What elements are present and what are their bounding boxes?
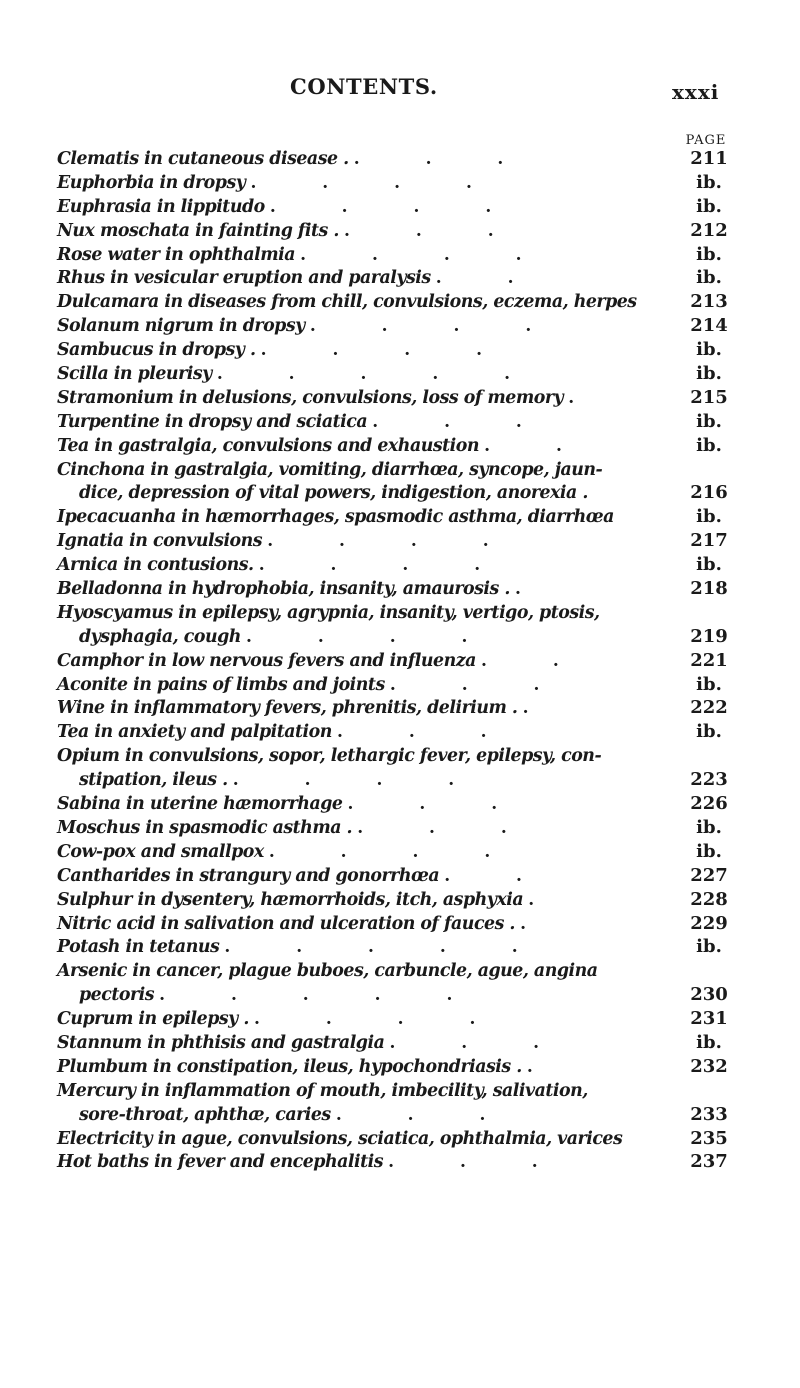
contents-entry [57,601,747,649]
entry-page-number: ib. [696,1031,722,1053]
entry-line [57,983,747,1007]
entry-page-number: ib. [696,410,722,432]
contents-entry [57,147,747,171]
dot-leader: . . . . . [159,985,483,1006]
dot-leader: . . . . [250,172,502,193]
entry-topic: Ignatia in convulsions [57,531,263,552]
dot-leader: . [522,698,559,719]
entry-topic: Sulphur in dysentery, hæmorrhoids, itch, asphyxia [57,889,524,910]
entry-page-number: ib. [696,363,722,385]
dot-leader: . . . [335,1104,516,1125]
contents-entry [57,888,747,912]
contents-entry [57,1079,747,1127]
dot-leader: . . . [389,674,570,695]
entry-page-number: ib. [696,434,722,456]
contents-entry [57,744,747,792]
entry-line [57,1079,747,1103]
entry-page-number: 233 [690,1103,728,1125]
contents-entry [57,673,747,697]
dot-leader: . . . . [246,626,498,647]
contents-entry [57,434,747,458]
entry-page-number: 232 [690,1055,728,1077]
contents-entry [57,410,747,434]
entry-page-number: 215 [690,386,728,408]
dot-leader: . . [484,435,592,456]
entry-topic: Opium in convulsions, sopor, lethargic fever, epilepsy, con- [57,746,602,767]
entry-line [57,266,747,290]
entry-line [57,1150,747,1174]
entry-line [57,959,747,983]
contents-entry [57,243,747,267]
dot-leader: . . . [372,411,552,432]
dot-leader: . . . [357,817,537,838]
contents-entry [57,266,747,290]
entry-page-number: ib. [696,243,722,265]
entry-line [57,171,747,195]
entry-line [57,649,747,673]
entry-page-number: ib. [696,816,722,838]
running-head [0,52,800,104]
contents-entry [57,195,747,219]
entry-topic: Aconite in pains of limbs and joints [57,674,385,695]
entry-topic: Plumbum in constipation, ileus, hypochondriasis . [57,1056,522,1077]
entry-topic: Sambucus in dropsy . [57,340,256,361]
entry-topic: Nitric acid in salivation and ulceration of fauces . [57,913,515,934]
dot-leader: . . . . . [224,937,548,958]
entry-topic: Dulcamara in diseases from chill, convulsions, eczema, herpes [57,292,637,313]
contents-entry [57,720,747,744]
entry-line [57,673,747,697]
dot-leader: . . [481,650,589,671]
contents-entry [57,959,747,1007]
contents-entry [57,935,747,959]
entry-line [57,1127,747,1151]
entry-topic: Arnica in contusions. [57,555,254,576]
contents-entry [57,362,747,386]
contents-entry [57,1007,747,1031]
contents-entry [57,338,747,362]
contents-entry [57,553,747,577]
entry-topic: sore-throat, aphthæ, caries [79,1104,331,1125]
entry-topic: dice, depression of vital powers, indigestion, anorexia . [79,483,588,504]
entry-topic: Cuprum in epilepsy . [57,1009,249,1030]
entry-line [57,1103,747,1127]
dot-leader: . [526,1056,563,1077]
contents-entry [57,1127,747,1151]
entry-line [57,577,747,601]
entry-page-number: 223 [690,769,728,791]
dot-leader: . [568,387,605,408]
dot-leader: . . . . [300,244,552,265]
entry-topic: Clematis in cutaneous disease . [57,149,349,169]
dot-leader: . . . . [268,841,521,862]
contents-entry [57,505,747,529]
dot-leader: . . . . [260,340,513,361]
dot-leader: . . [435,268,544,289]
contents-entry [57,696,747,720]
entry-page-number: 228 [690,888,728,910]
entry-line [57,386,747,410]
entry-topic: pectoris [79,985,155,1006]
entry-topic: Solanum nigrum in dropsy [57,316,305,337]
contents-entry [57,840,747,864]
entry-line [57,696,747,720]
dot-leader: . . . . [269,196,522,217]
entry-line [57,601,747,625]
dot-leader: . . . [353,149,534,169]
entry-page-number: 237 [690,1151,728,1173]
dot-leader: . . [444,865,552,886]
entry-page-number: 217 [690,530,728,552]
entry-topic: Tea in gastralgia, convulsions and exhaustion [57,435,480,456]
entry-page-number: 227 [690,864,728,886]
entry-line [57,243,747,267]
entry-line [57,481,747,505]
entry-topic: Cow-pox and smallpox [57,841,264,862]
entry-line [57,195,747,219]
entry-line [57,792,747,816]
entry-page-number: 229 [690,912,728,934]
contents-entry [57,219,747,243]
dot-leader: . [528,889,565,910]
entry-line [57,720,747,744]
dot-leader: . [515,579,551,600]
entry-topic: Tea in anxiety and palpitation [57,722,332,743]
contents-entry [57,314,747,338]
entry-topic: Turpentine in dropsy and sciatica [57,411,368,432]
entry-topic: Moschus in spasmodic asthma . [57,817,353,838]
entry-line [57,1007,747,1031]
entry-topic: Arsenic in cancer, plague buboes, carbuncle, ague, angina [57,961,598,982]
contents-entry [57,290,747,314]
entry-page-number: 213 [690,291,728,313]
entry-line [57,290,747,314]
entry-topic: Potash in tetanus [57,937,220,958]
page-folio: xxxi [672,80,720,104]
contents-entry [57,1031,747,1055]
entry-page-number: ib. [696,506,722,528]
entry-line [57,1031,747,1055]
entry-line [57,410,747,434]
entry-page-number: ib. [696,171,722,193]
contents-entry [57,529,747,553]
entry-line [57,529,747,553]
entry-topic: Wine in inflammatory fevers, phrenitis, delirium . [57,698,518,719]
entry-page-number: ib. [696,554,722,576]
dot-leader: . . . . [267,531,519,552]
entry-line [57,744,747,768]
entry-page-number: 219 [690,625,728,647]
contents-entry [57,458,747,506]
entry-page-number: 211 [690,148,728,169]
entry-topic: Electricity in ague, convulsions, sciatica, ophthalmia, varices [57,1128,623,1149]
entry-line [57,888,747,912]
dot-leader: . . . . [253,1009,506,1030]
entry-page-number: 218 [690,578,728,600]
entry-line [57,912,747,936]
entry-line [57,434,747,458]
dot-leader: . . . [388,1152,568,1173]
entry-topic: stipation, ileus . [79,770,228,791]
page-column-label: PAGE [685,133,727,148]
running-title: CONTENTS. [290,74,438,99]
entry-line [57,816,747,840]
entry-topic: Rhus in vesicular eruption and paralysis [57,268,431,289]
dot-leader: . . . [337,722,517,743]
entry-line [57,219,747,243]
entry-line [57,625,747,649]
entry-topic: Hyoscyamus in epilepsy, agrypnia, insanity, vertigo, ptosis, [57,602,600,623]
dot-leader: . . . . [309,316,562,337]
entry-page-number: ib. [696,840,722,862]
entry-topic: Euphrasia in lippitudo [57,196,265,217]
contents-entry [57,649,747,673]
entry-topic: Ipecacuanha in hæmorrhages, spasmodic asthma, diarrhœa [57,507,614,528]
entry-topic: Stramonium in delusions, convulsions, loss of memory [57,387,564,408]
entry-page-number: 230 [690,984,728,1006]
entry-page-number: 214 [690,315,728,337]
contents-entry [57,864,747,888]
contents-entry [57,386,747,410]
contents-entry [57,577,747,601]
entry-page-number: 212 [690,219,728,241]
entry-topic: Cinchona in gastralgia, vomiting, diarrhœa, syncope, jaun- [57,459,603,480]
contents-list [57,147,747,1174]
entry-topic: Hot baths in fever and encephalitis [57,1152,384,1173]
entry-page-number: 221 [690,649,728,671]
entry-page-number: ib. [696,267,722,289]
entry-topic: Cantharides in strangury and gonorrhœa [57,865,440,886]
entry-page-number: 216 [690,482,728,504]
entry-topic: Rose water in ophthalmia [57,244,296,265]
entry-page-number: ib. [696,339,722,361]
entry-topic: Camphor in low nervous fevers and influenza [57,650,476,671]
dot-leader: . . . [347,794,528,815]
contents-entry [57,912,747,936]
dot-leader: . [520,913,557,934]
dot-leader: . . . . . [216,364,541,385]
entry-topic: Euphorbia in dropsy [57,172,246,193]
contents-entry [57,816,747,840]
entry-page-number: ib. [696,673,722,695]
entry-page-number: ib. [696,195,722,217]
contents-entry [57,792,747,816]
entry-line [57,1055,747,1079]
contents-entry [57,1150,747,1174]
entry-topic: Stannum in phthisis and gastralgia [57,1032,385,1053]
entry-line [57,338,747,362]
entry-line [57,362,747,386]
entry-page-number: ib. [696,936,722,958]
entry-page-number: 235 [690,1127,728,1149]
entry-line [57,935,747,959]
entry-line [57,840,747,864]
dot-leader: . . . [389,1032,570,1053]
entry-topic: Mercury in inflammation of mouth, imbecility, salivation, [57,1080,588,1101]
dot-leader: . . . . [232,770,485,791]
entry-line [57,553,747,577]
entry-line [57,458,747,482]
entry-page-number: ib. [696,721,722,743]
entry-topic: dysphagia, cough [79,626,241,647]
contents-entry [57,1055,747,1079]
entry-page-number: 231 [690,1008,728,1030]
entry-line [57,768,747,792]
contents-entry [57,171,747,195]
entry-page-number: 226 [690,793,728,815]
entry-page-number: 222 [690,697,728,719]
dot-leader: . . . [344,220,524,241]
entry-line [57,314,747,338]
entry-topic: Scilla in pleurisy [57,364,212,385]
dot-leader: . . . . [258,555,511,576]
entry-topic: Nux moschata in fainting fits . [57,220,339,241]
entry-line [57,864,747,888]
entry-line [57,147,747,171]
entry-topic: Belladonna in hydrophobia, insanity, amaurosis . [57,579,510,600]
entry-line [57,505,747,529]
entry-topic: Sabina in uterine hæmorrhage [57,794,343,815]
